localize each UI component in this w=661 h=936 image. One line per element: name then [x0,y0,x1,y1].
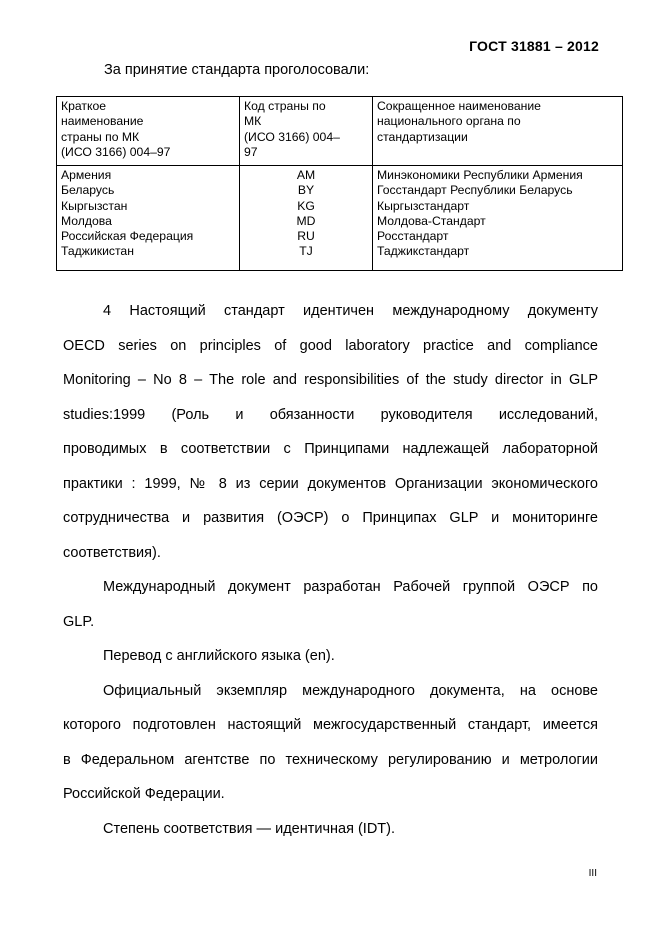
paragraph-translation: Перевод с английского языка (en). [103,648,335,664]
header-national-body: Сокращенное наименование национального органа по стандартизации [373,97,623,166]
list-item: Российская Федерация [61,229,194,244]
list-item: Госстандарт Республики Беларусь [377,183,573,198]
list-item: Кыргызстандарт [377,198,470,213]
list-item: Минэкономики Республики Армения [377,168,583,182]
national-bodies-cell [373,166,623,271]
document-code: ГОСТ 31881 – 2012 [469,38,599,54]
voting-intro: За принятие стандарта проголосовали: [104,62,370,78]
list-item: MD [296,213,316,228]
table-row [57,166,623,271]
document-body [63,294,598,846]
list-item: Молдова-Стандарт [377,213,486,228]
list-item: Армения [61,168,112,182]
voting-table [56,96,623,271]
country-codes-cell [240,166,373,271]
list-item: Молдова [61,213,112,228]
paragraph-developer: Международный документ разработан Рабочей группой ОЭСР по GLP. [63,579,598,630]
list-item: Кыргызстан [61,198,128,213]
list-item: AM [296,168,316,182]
header-country-name: Краткое наименование страны по МК (ИСО 3166) 004–97 [57,97,240,166]
list-item: Росстандарт [377,229,449,244]
header-country-code: Код страны по МК (ИСО 3166) 004– 97 [240,97,373,166]
paragraph-official-copy: Официальный экземпляр международного документа, на основе которого подготовлен настоящий межгосударственный стандарт, имеется в Федеральном агентстве по техническому регулированию и метрологии Российской Федерации. [63,682,598,802]
paragraph-4: 4 Настоящий стандарт идентичен международному документу OECD series on principles of good laboratory practice and compliance Monitoring – No 8 – The role and responsibilities of the study director in GLP studies:1999 (Роль и обязанности руководителя исследований, проводимых в соответствии с Принципами надлежащей лабораторной практики : 1999, № 8 из серии документов Организации экономического сотрудничества и развития (ОЭСР) о Принципах GLP и мониторинге соответствия). [63,303,598,561]
list-item: RU [297,229,315,244]
list-item: BY [297,183,315,198]
list-item: Таджикистан [61,244,134,259]
country-names-cell [57,166,240,271]
list-item: KG [297,198,315,213]
list-item: Беларусь [61,183,115,198]
list-item: TJ [299,244,313,259]
table-header-row [57,97,623,166]
list-item: Таджикстандарт [377,244,470,259]
page-number: III [588,868,597,879]
paragraph-conformity: Степень соответствия — идентичная (IDT). [103,820,396,837]
